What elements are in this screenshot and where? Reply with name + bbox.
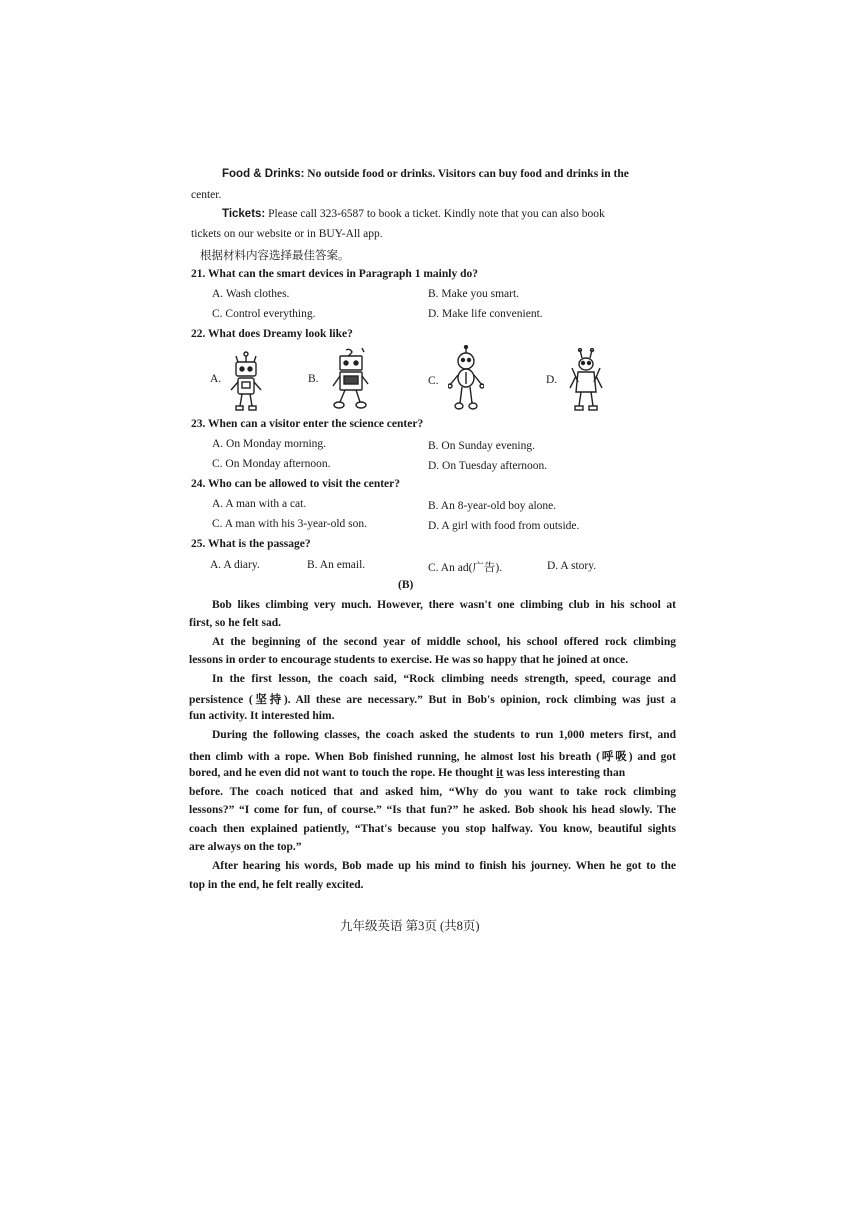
question-24: 24. Who can be allowed to visit the center? [191, 478, 401, 490]
tickets-label: Tickets: [222, 208, 266, 220]
food-drinks-line-2: center. [191, 189, 222, 201]
passage-line: In the first lesson, the coach said, “Rock climbing needs strength, speed, courage and [212, 673, 676, 685]
option-21-a[interactable]: A. Wash clothes. [212, 288, 290, 300]
passage-line: top in the end, he felt really excited. [189, 879, 364, 891]
option-24-b[interactable]: B. An 8-year-old boy alone. [428, 500, 557, 512]
option-25-a[interactable]: A. A diary. [210, 559, 260, 571]
passage-line: After hearing his words, Bob made up his mind to finish his journey. When he got to the [212, 860, 676, 872]
passage-line: Bob likes climbing very much. However, there wasn't one climbing club in his school at [212, 599, 676, 611]
option-24-a[interactable]: A. A man with a cat. [212, 498, 307, 510]
option-22-d[interactable]: D. [546, 374, 558, 386]
section-b-heading: (B) [398, 579, 414, 591]
passage-line: lessons?” “I come for fun, of course.” “Is that fun?” he asked. Bob shook his head slowly. The [189, 804, 676, 816]
option-21-d[interactable]: D. Make life convenient. [428, 308, 543, 320]
passage-line-with-underline [189, 767, 676, 779]
instruction: 根据材料内容选择最佳答案。 [200, 250, 350, 262]
option-21-b[interactable]: B. Make you smart. [428, 288, 520, 300]
passage-line: lessons in order to encourage students to exercise. He was so happy that he joined at once. [189, 654, 629, 666]
passage-fragment: was less interesting than [503, 767, 626, 779]
tickets-line [222, 208, 605, 220]
passage-line: At the beginning of the second year of middle school, his school offered rock climbing [212, 636, 676, 648]
option-25-d[interactable]: D. A story. [547, 560, 597, 572]
question-22: 22. What does Dreamy look like? [191, 328, 353, 340]
question-21: 21. What can the smart devices in Paragraph 1 mainly do? [191, 268, 478, 280]
option-25-b[interactable]: B. An email. [307, 559, 366, 571]
option-23-a[interactable]: A. On Monday morning. [212, 438, 327, 450]
option-22-b[interactable]: B. [308, 373, 319, 385]
option-22-c[interactable]: C. [428, 375, 439, 387]
tickets-line-2: tickets on our website or in BUY-All app. [191, 228, 383, 240]
passage-line: first, so he felt sad. [189, 617, 281, 629]
passage-fragment: bored, and he even did not want to touch the rope. He thought [189, 767, 497, 779]
robot-a-image [228, 350, 264, 412]
option-24-c[interactable]: C. A man with his 3-year-old son. [212, 518, 368, 530]
robot-b-image [330, 348, 370, 410]
passage-line: are always on the top.” [189, 841, 302, 853]
passage-line: fun activity. It interested him. [189, 710, 335, 722]
option-23-b[interactable]: B. On Sunday evening. [428, 440, 536, 452]
underlined-it: it [496, 767, 504, 779]
option-22-a[interactable]: A. [210, 373, 222, 385]
tickets-text: Please call 323-6587 to book a ticket. Kindly note that you can also book [265, 208, 605, 220]
food-drinks-label: Food & Drinks: [222, 168, 305, 180]
option-23-c[interactable]: C. On Monday afternoon. [212, 458, 331, 470]
option-25-c[interactable]: C. An ad(广告). [428, 562, 503, 574]
option-21-c[interactable]: C. Control everything. [212, 308, 316, 320]
passage-line: then climb with a rope. When Bob finished running, he almost lost his breath (呼吸) and got [189, 751, 676, 763]
option-24-d[interactable]: D. A girl with food from outside. [428, 520, 580, 532]
question-23: 23. When can a visitor enter the science center? [191, 418, 424, 430]
passage-line: persistence (坚持). All these are necessary.” But in Bob's opinion, rock climbing was just a [189, 694, 676, 706]
passage-line: coach then explained patiently, “That's because you stop halfway. You know, beautiful sights [189, 823, 676, 835]
page-footer: 九年级英语 第3页 (共8页) [340, 919, 480, 933]
question-25: 25. What is the passage? [191, 538, 311, 550]
passage-line: before. The coach noticed that and asked him, “Why do you want to take rock climbing [189, 786, 676, 798]
robot-d-image [568, 348, 604, 412]
passage-line: During the following classes, the coach asked the students to run 1,000 meters first, and [212, 729, 676, 741]
robot-c-image [448, 345, 484, 411]
option-23-d[interactable]: D. On Tuesday afternoon. [428, 460, 548, 472]
food-drinks-text: No outside food or drinks. Visitors can buy food and drinks in the [304, 168, 629, 180]
food-drinks-line [222, 168, 629, 180]
